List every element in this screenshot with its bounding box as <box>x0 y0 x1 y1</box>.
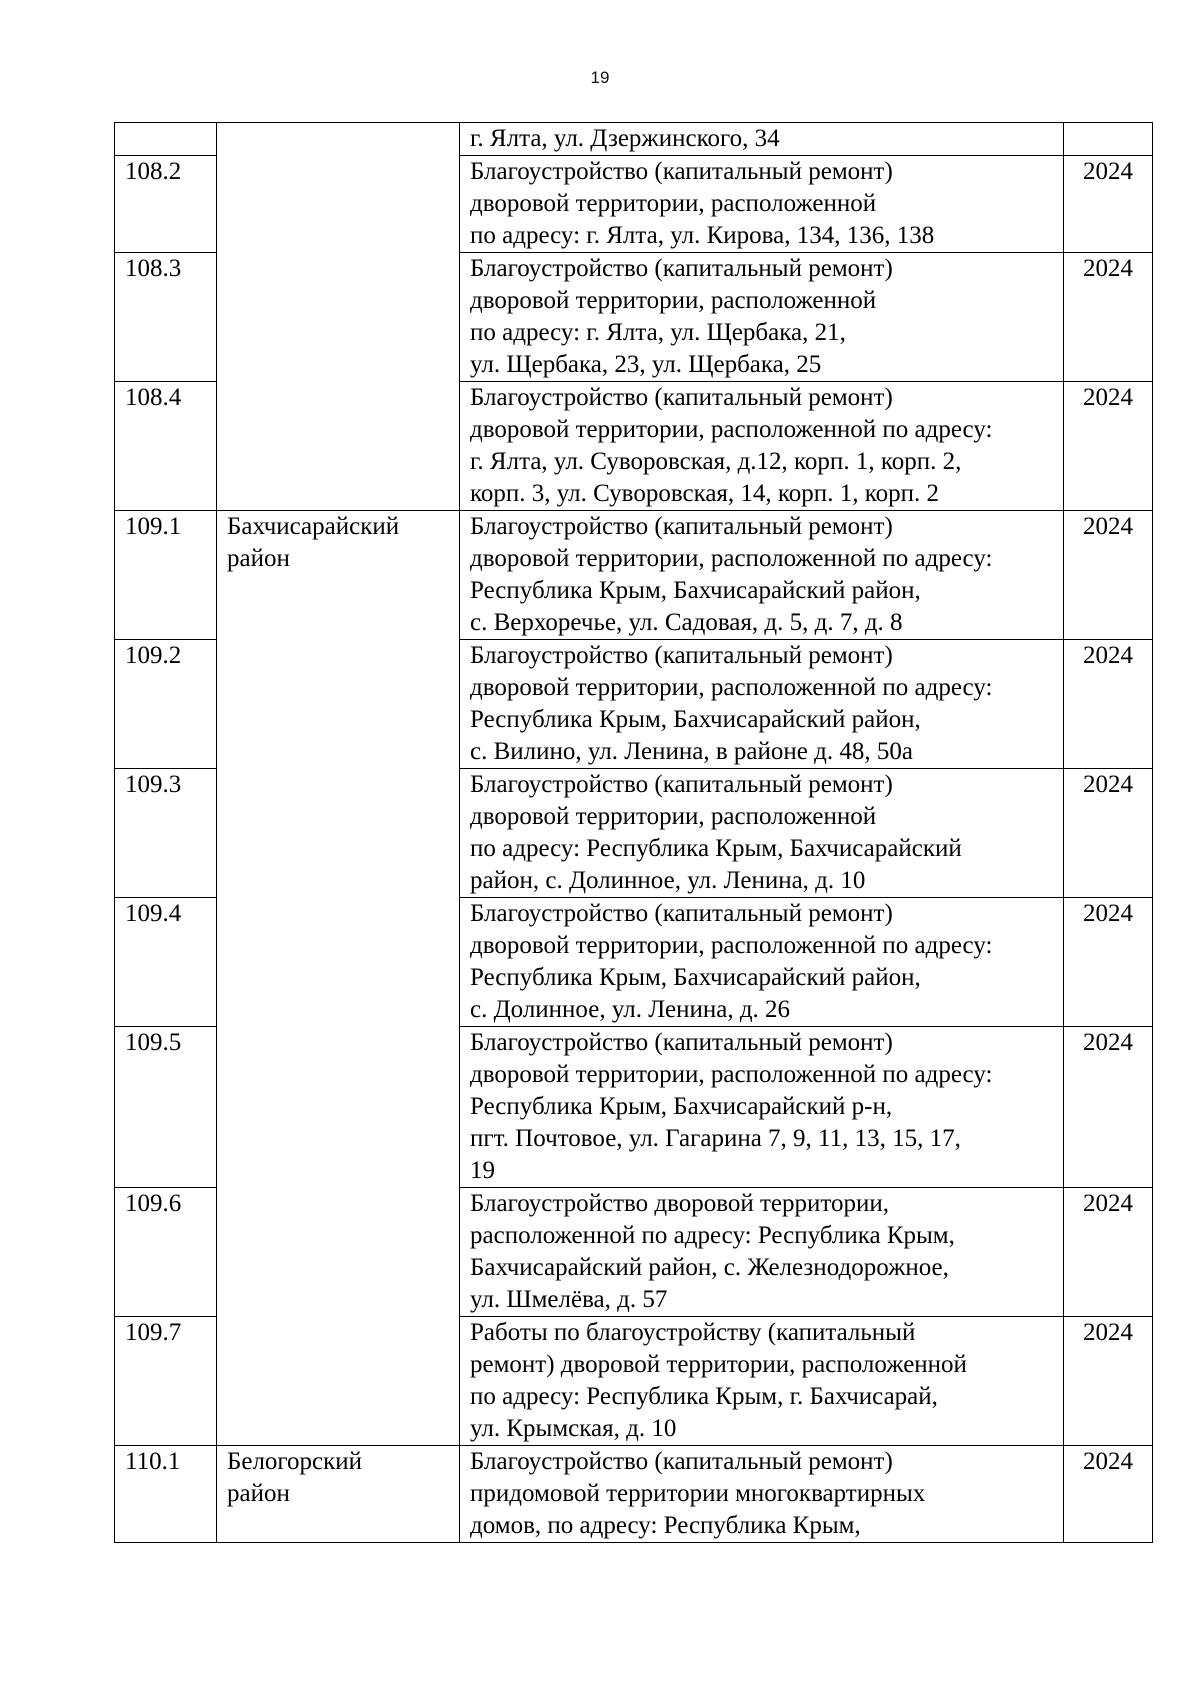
year-cell: 2024 <box>1064 382 1153 511</box>
district-cell: Белогорский район <box>217 1446 460 1543</box>
description-cell: Работы по благоустройству (капитальный ремонт) дворовой территории, расположенной по адресу: Республика Крым, г. Бахчисарай, ул. Крымская, д. 10 <box>460 1317 1064 1446</box>
table-row <box>115 511 1153 640</box>
table-row <box>115 123 1153 156</box>
district-cell <box>217 123 460 511</box>
table-row <box>115 1446 1153 1543</box>
year-cell: 2024 <box>1064 1188 1153 1317</box>
row-number: 108.2 <box>115 156 217 253</box>
year-cell: 2024 <box>1064 898 1153 1027</box>
year-cell: 2024 <box>1064 640 1153 769</box>
description-cell: Благоустройство дворовой территории, расположенной по адресу: Республика Крым, Бахчисарайский район, с. Железнодорожное, ул. Шмелёва, д. 57 <box>460 1188 1064 1317</box>
year-cell: 2024 <box>1064 511 1153 640</box>
row-number: 109.4 <box>115 898 217 1027</box>
row-number: 108.3 <box>115 253 217 382</box>
description-cell: г. Ялта, ул. Дзержинского, 34 <box>460 123 1064 156</box>
description-cell: Благоустройство (капитальный ремонт) дворовой территории, расположенной по адресу: г. Ялта, ул. Щербака, 21, ул. Щербака, 23, ул. Щербака, 25 <box>460 253 1064 382</box>
row-number: 110.1 <box>115 1446 217 1543</box>
description-cell: Благоустройство (капитальный ремонт) дворовой территории, расположенной по адресу: Республика Крым, Бахчисарайский р-н, пгт. Почтовое, ул. Гагарина 7, 9, 11, 13, 15, 17, 19 <box>460 1027 1064 1188</box>
year-cell: 2024 <box>1064 1027 1153 1188</box>
row-number: 109.7 <box>115 1317 217 1446</box>
year-cell: 2024 <box>1064 1317 1153 1446</box>
row-number: 109.5 <box>115 1027 217 1188</box>
row-number <box>115 123 217 156</box>
row-number: 109.1 <box>115 511 217 640</box>
description-cell: Благоустройство (капитальный ремонт) дворовой территории, расположенной по адресу: Республика Крым, Бахчисарайский район, с. Долинное, ул. Ленина, д. 10 <box>460 769 1064 898</box>
year-cell: 2024 <box>1064 156 1153 253</box>
year-cell <box>1064 123 1153 156</box>
description-cell: Благоустройство (капитальный ремонт) придомовой территории многоквартирных домов, по адресу: Республика Крым, <box>460 1446 1064 1543</box>
row-number: 109.6 <box>115 1188 217 1317</box>
projects-table <box>114 122 1153 1543</box>
year-cell: 2024 <box>1064 253 1153 382</box>
description-cell: Благоустройство (капитальный ремонт) дворовой территории, расположенной по адресу: г. Ялта, ул. Кирова, 134, 136, 138 <box>460 156 1064 253</box>
row-number: 109.3 <box>115 769 217 898</box>
year-cell: 2024 <box>1064 769 1153 898</box>
description-cell: Благоустройство (капитальный ремонт) дворовой территории, расположенной по адресу: г. Ялта, ул. Суворовская, д.12, корп. 1, корп. 2, корп. 3, ул. Суворовская, 14, корп. 1, корп. 2 <box>460 382 1064 511</box>
description-cell: Благоустройство (капитальный ремонт) дворовой территории, расположенной по адресу: Республика Крым, Бахчисарайский район, с. Вилино, ул. Ленина, в районе д. 48, 50а <box>460 640 1064 769</box>
row-number: 108.4 <box>115 382 217 511</box>
year-cell: 2024 <box>1064 1446 1153 1543</box>
description-cell: Благоустройство (капитальный ремонт) дворовой территории, расположенной по адресу: Республика Крым, Бахчисарайский район, с. Долинное, ул. Ленина, д. 26 <box>460 898 1064 1027</box>
page-number: 19 <box>590 68 610 87</box>
row-number: 109.2 <box>115 640 217 769</box>
district-cell: Бахчисарайский район <box>217 511 460 1446</box>
description-cell: Благоустройство (капитальный ремонт) дворовой территории, расположенной по адресу: Республика Крым, Бахчисарайский район, с. Верхоречье, ул. Садовая, д. 5, д. 7, д. 8 <box>460 511 1064 640</box>
